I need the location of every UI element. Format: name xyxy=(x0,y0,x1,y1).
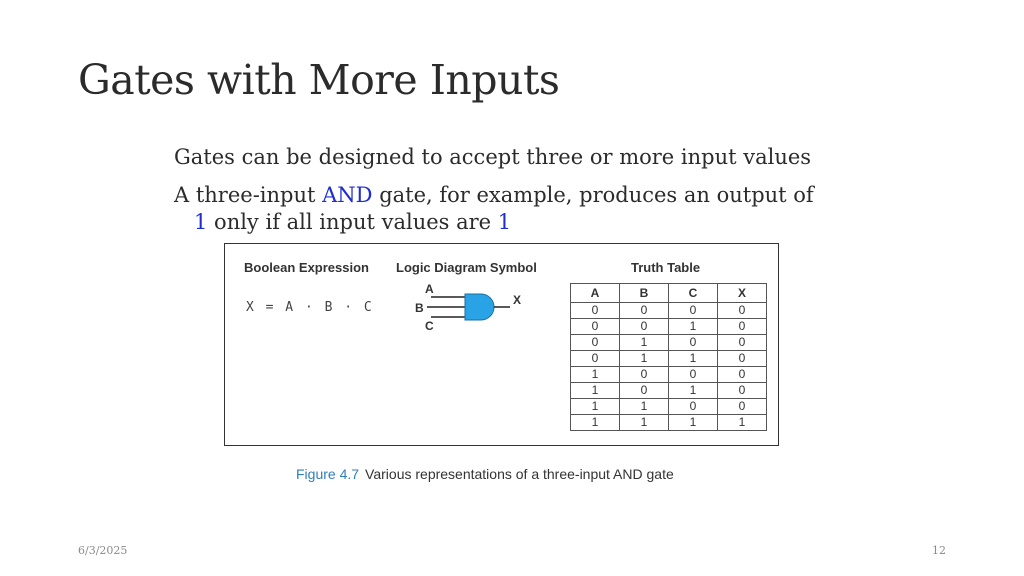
and-gate-symbol xyxy=(411,282,531,338)
bullet-2-continuation-text: only if all input values are xyxy=(207,210,498,234)
truth-table-header-row xyxy=(571,284,767,303)
truth-table-cell: 1 xyxy=(669,319,718,335)
gate-input-b-label: B xyxy=(415,301,424,315)
truth-table-cell: 0 xyxy=(718,367,767,383)
page-number: 12 xyxy=(932,544,946,557)
truth-table-body xyxy=(571,303,767,431)
truth-table-cell: 0 xyxy=(571,335,620,351)
truth-table-column-header: C xyxy=(669,284,718,303)
truth-table-cell: 1 xyxy=(571,399,620,415)
truth-table-cell: 0 xyxy=(571,319,620,335)
figure-number: Figure 4.7 xyxy=(296,466,360,482)
truth-table-cell: 1 xyxy=(669,351,718,367)
bullet-2 xyxy=(174,182,894,209)
truth-table-row xyxy=(571,351,767,367)
gate-input-a-label: A xyxy=(425,282,434,296)
and-gate-body xyxy=(465,294,494,320)
truth-table-column-header: A xyxy=(571,284,620,303)
truth-table-column-header: B xyxy=(620,284,669,303)
logic-diagram-heading: Logic Diagram Symbol xyxy=(396,260,537,275)
boolean-expression: X = A · B · C xyxy=(246,300,374,315)
truth-table-row xyxy=(571,399,767,415)
figure-caption-text: Various representations of a three-input AND gate xyxy=(365,466,674,482)
truth-table-cell: 1 xyxy=(718,415,767,431)
truth-table-cell: 0 xyxy=(620,319,669,335)
boolean-expression-heading: Boolean Expression xyxy=(244,260,369,275)
gate-output-label: X xyxy=(513,293,522,307)
truth-table-cell: 1 xyxy=(571,367,620,383)
gate-input-c-label: C xyxy=(425,319,434,333)
and-keyword: AND xyxy=(322,183,373,207)
truth-table-cell: 0 xyxy=(669,335,718,351)
value-one-second: 1 xyxy=(497,210,512,234)
truth-table-cell: 0 xyxy=(669,367,718,383)
bullet-1-text: Gates can be designed to accept three or more input values xyxy=(174,145,812,169)
truth-table-cell: 0 xyxy=(718,399,767,415)
truth-table-cell: 0 xyxy=(718,335,767,351)
truth-table-cell: 0 xyxy=(718,351,767,367)
truth-table-cell: 1 xyxy=(620,351,669,367)
truth-table-cell: 1 xyxy=(571,383,620,399)
truth-table-cell: 1 xyxy=(620,335,669,351)
bullet-2-text-end: gate, for example, produces an output of xyxy=(372,183,814,207)
figure-caption xyxy=(296,466,674,482)
truth-table-row xyxy=(571,415,767,431)
truth-table-column-header: X xyxy=(718,284,767,303)
truth-table-cell: 0 xyxy=(571,303,620,319)
truth-table-cell: 0 xyxy=(718,319,767,335)
truth-table-row xyxy=(571,383,767,399)
truth-table-row xyxy=(571,367,767,383)
truth-table xyxy=(570,283,767,431)
footer-date: 6/3/2025 xyxy=(78,544,128,557)
truth-table-cell: 1 xyxy=(669,415,718,431)
truth-table-row xyxy=(571,335,767,351)
truth-table-cell: 0 xyxy=(620,303,669,319)
truth-table-cell: 0 xyxy=(571,351,620,367)
bullet-1 xyxy=(174,144,894,171)
truth-table-cell: 1 xyxy=(620,399,669,415)
truth-table-cell: 0 xyxy=(620,367,669,383)
truth-table-cell: 0 xyxy=(669,303,718,319)
truth-table-cell: 0 xyxy=(718,303,767,319)
bullet-list xyxy=(174,144,894,236)
slide-title: Gates with More Inputs xyxy=(78,56,560,104)
truth-table-cell: 1 xyxy=(669,383,718,399)
bullet-2-text-start: A three-input xyxy=(174,183,323,207)
truth-table-cell: 1 xyxy=(620,415,669,431)
truth-table-row xyxy=(571,319,767,335)
truth-table-cell: 0 xyxy=(718,383,767,399)
truth-table-cell: 0 xyxy=(620,383,669,399)
value-one-first: 1 xyxy=(194,210,208,234)
truth-table-cell: 0 xyxy=(669,399,718,415)
truth-table-cell: 1 xyxy=(571,415,620,431)
bullet-2-continuation xyxy=(174,209,894,236)
truth-table-heading: Truth Table xyxy=(631,260,701,275)
truth-table-row xyxy=(571,303,767,319)
figure-panel xyxy=(224,243,779,446)
